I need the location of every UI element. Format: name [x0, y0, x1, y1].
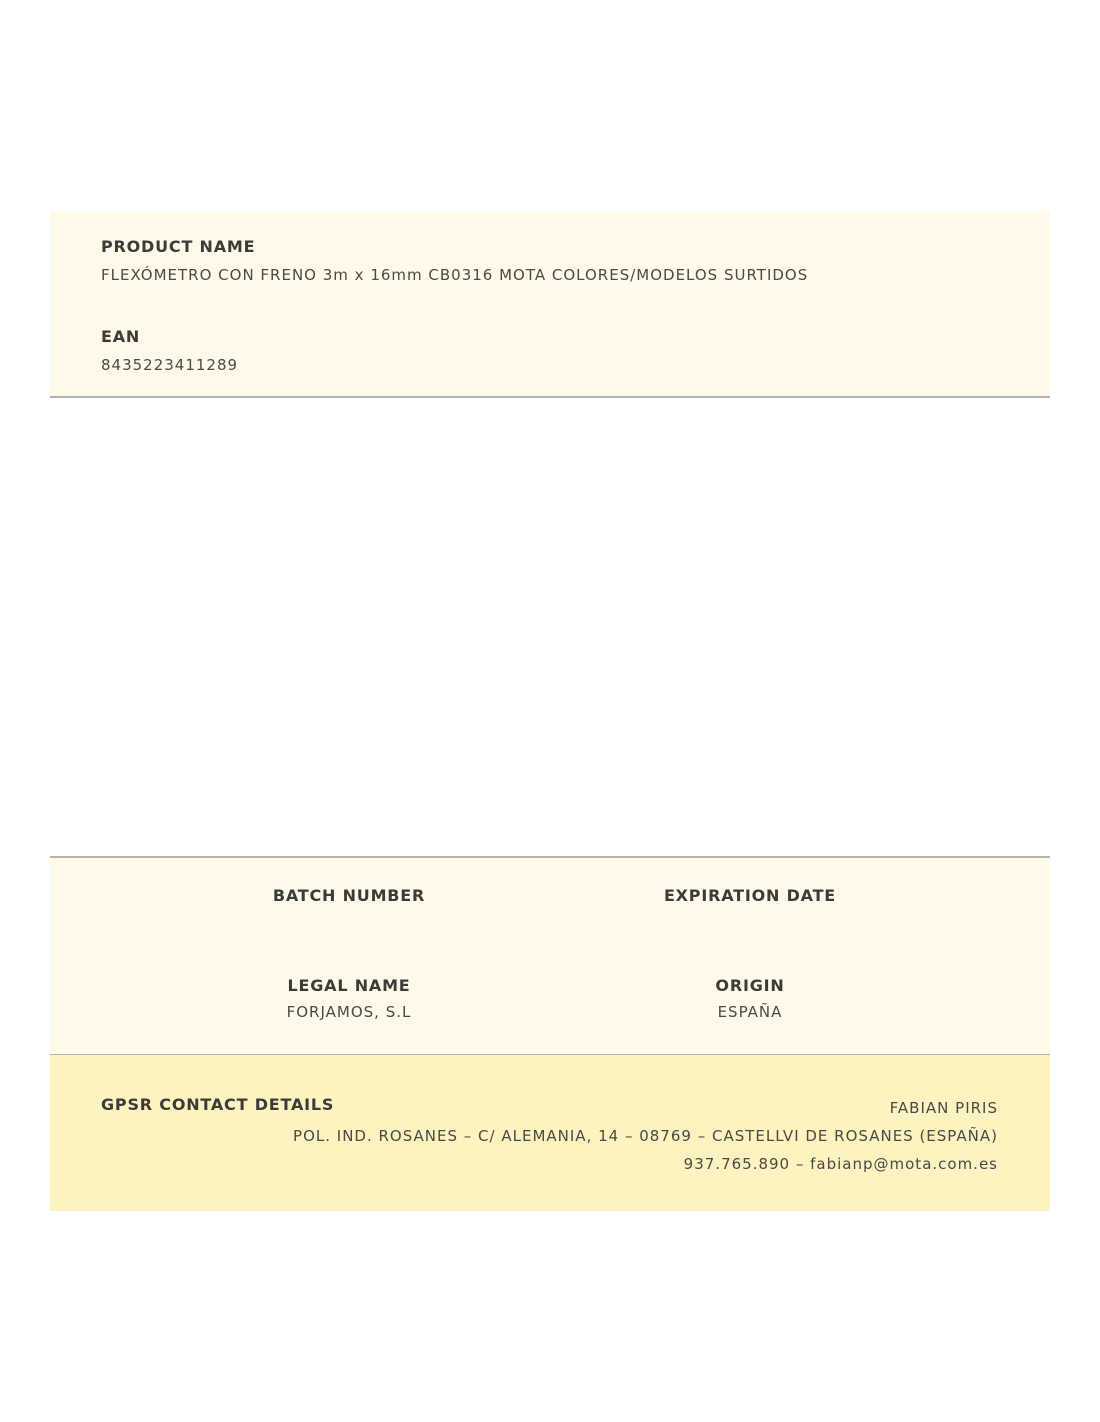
- gpsr-contact-label: GPSR CONTACT DETAILS: [101, 1095, 335, 1114]
- product-name-label: PRODUCT NAME: [101, 237, 256, 256]
- origin-value: ESPAÑA: [717, 1003, 783, 1021]
- contact-name: FABIAN PIRIS: [889, 1099, 998, 1117]
- product-section: [50, 211, 1050, 398]
- batch-number-block: [219, 886, 479, 905]
- legal-name-label: LEGAL NAME: [287, 976, 411, 995]
- contact-address: POL. IND. ROSANES – C/ ALEMANIA, 14 – 08769 – CASTELLVI DE ROSANES (ESPAÑA): [293, 1127, 998, 1145]
- ean-value: 8435223411289: [101, 356, 239, 374]
- product-name-value: FLEXÓMETRO CON FRENO 3m x 16mm CB0316 MOTA COLORES/MODELOS SURTIDOS: [101, 266, 809, 284]
- batch-number-label: BATCH NUMBER: [272, 886, 426, 905]
- legal-name-block: [219, 976, 479, 1021]
- legal-name-value: FORJAMOS, S.L: [286, 1003, 412, 1021]
- origin-block: [620, 976, 880, 1021]
- details-section: [50, 856, 1050, 1056]
- ean-label: EAN: [101, 327, 141, 346]
- gpsr-contact-section: [50, 1055, 1050, 1211]
- contact-details: [293, 1095, 998, 1178]
- expiration-date-block: [620, 886, 880, 905]
- expiration-date-label: EXPIRATION DATE: [663, 886, 837, 905]
- origin-label: ORIGIN: [715, 976, 785, 995]
- contact-phone-email: 937.765.890 – fabianp@mota.com.es: [683, 1155, 998, 1173]
